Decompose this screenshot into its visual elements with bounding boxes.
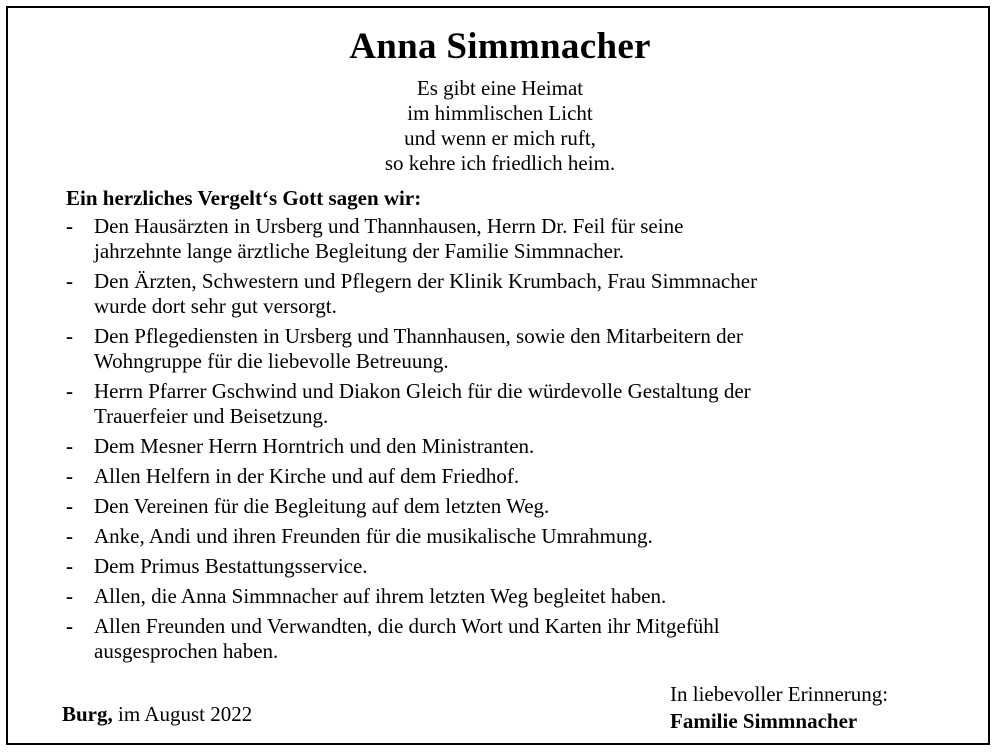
dash-bullet: - [66, 324, 73, 348]
list-item: - Allen, die Anna Simmnacher auf ihrem letzten Weg begleitet haben. [66, 584, 667, 608]
dash-bullet: - [66, 584, 73, 608]
dash-bullet: - [66, 494, 73, 518]
place-town: Burg, [62, 702, 113, 726]
dash-bullet: - [66, 524, 73, 548]
list-item: - Allen Helfern in der Kirche und auf dem Friedhof. [66, 464, 520, 488]
poem [0, 76, 1000, 176]
poem-line: so kehre ich friedlich heim. [384, 151, 616, 175]
notice-title: Anna Simmnacher [349, 26, 651, 67]
list-item: - Herrn Pfarrer Gschwind und Diakon Gleich für die würdevolle Gestaltung der Trauerfeier und Beisetzung. [66, 379, 751, 428]
list-item: - Den Hausärzten in Ursberg und Thannhausen, Herrn Dr. Feil für seine jahrzehnte lange ärztliche Begleitung der Familie Simmnacher. [66, 214, 684, 263]
list-item: - Anke, Andi und ihren Freunden für die musikalische Umrahmung. [66, 524, 653, 548]
thanks-intro: Ein herzliches Vergelt‘s Gott sagen wir: [66, 186, 422, 210]
list-item: - Den Pflegediensten in Ursberg und Thannhausen, sowie den Mitarbeitern der Wohngruppe für die liebevolle Betreuung. [66, 324, 743, 373]
date-text: im August 2022 [112, 702, 253, 726]
poem-line: im himmlischen Licht [407, 101, 593, 125]
dash-bullet: - [66, 554, 73, 578]
place-date [62, 702, 252, 727]
dash-bullet: - [66, 614, 73, 638]
list-item: - Allen Freunden und Verwandten, die durch Wort und Karten ihr Mitgefühl ausgesprochen haben. [66, 614, 720, 663]
dash-bullet: - [66, 269, 73, 293]
dash-bullet: - [66, 214, 73, 238]
thanks-list [66, 214, 966, 669]
list-item: - Dem Mesner Herrn Horntrich und den Ministranten. [66, 434, 535, 458]
dash-bullet: - [66, 464, 73, 488]
closing-signature [670, 681, 888, 735]
dash-bullet: - [66, 434, 73, 458]
poem-line: und wenn er mich ruft, [404, 126, 596, 150]
list-item: - Dem Primus Bestattungsservice. [66, 554, 368, 578]
closing-line: In liebevoller Erinnerung: [670, 682, 889, 706]
dash-bullet: - [66, 379, 73, 403]
list-item: - Den Vereinen für die Begleitung auf dem letzten Weg. [66, 494, 550, 518]
poem-line: Es gibt eine Heimat [416, 76, 584, 100]
family-name: Familie Simmnacher [670, 709, 858, 733]
list-item: - Den Ärzten, Schwestern und Pflegern der Klinik Krumbach, Frau Simmnacher wurde dort sehr gut versorgt. [66, 269, 758, 318]
